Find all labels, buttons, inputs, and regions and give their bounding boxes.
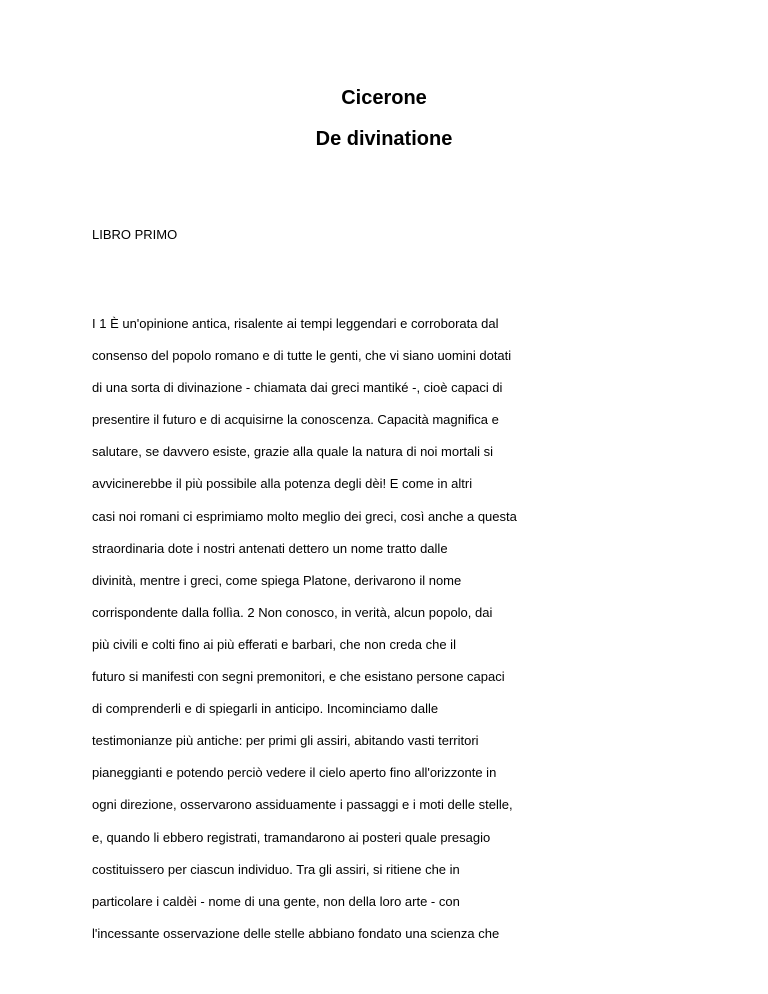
text-line: I 1 È un'opinione antica, risalente ai tempi leggendari e corroborata dal — [92, 316, 499, 331]
text-line: di comprenderli e di spiegarli in anticipo. Incominciamo dalle — [92, 701, 439, 717]
text-line: corrispondente dalla follìa. 2 Non conosco, in verità, alcun popolo, dai — [92, 604, 493, 620]
text-line: pianeggianti e potendo perciò vedere il cielo aperto fino all'orizzonte in — [92, 765, 497, 781]
text-line: salutare, se davvero esiste, grazie alla quale la natura di noi mortali si — [92, 444, 494, 460]
text-line: avvicinerebbe il più possibile alla potenza degli dèi! E come in altri — [92, 476, 473, 492]
text-line: di una sorta di divinazione - chiamata dai greci mantiké -, cioè capaci di — [92, 380, 503, 396]
text-line: consenso del popolo romano e di tutte le genti, che vi siano uomini dotati — [92, 348, 512, 364]
work-title: De divinatione — [315, 128, 453, 150]
text-line: testimonianze più antiche: per primi gli assiri, abitando vasti territori — [92, 733, 479, 749]
text-line: straordinaria dote i nostri antenati dettero un nome tratto dalle — [92, 540, 448, 556]
text-line: particolare i caldèi - nome di una gente, non della loro arte - con — [92, 893, 460, 909]
text-line: più civili e colti fino ai più efferati e barbari, che non creda che il — [92, 636, 456, 652]
text-line: l'incessante osservazione delle stelle abbiano fondato una scienza che — [92, 925, 500, 941]
text-line: divinità, mentre i greci, come spiega Platone, derivarono il nome — [92, 572, 462, 588]
text-line: e, quando li ebbero registrati, tramandarono ai posteri quale presagio — [92, 829, 491, 845]
text-line: ogni direzione, osservarono assiduamente i passaggi e i moti delle stelle, — [92, 797, 513, 813]
text-line: presentire il futuro e di acquisirne la conoscenza. Capacità magnifica e — [92, 412, 499, 428]
text-line: costituissero per ciascun individuo. Tra gli assiri, si ritiene che in — [92, 861, 460, 877]
body-text — [92, 316, 692, 958]
text-line: futuro si manifesti con segni premonitori, e che esistano persone capaci — [92, 669, 505, 685]
author-heading: Cicerone — [341, 87, 427, 109]
text-line: casi noi romani ci esprimiamo molto meglio dei greci, così anche a questa — [92, 508, 517, 524]
book-heading: LIBRO PRIMO — [92, 227, 178, 242]
